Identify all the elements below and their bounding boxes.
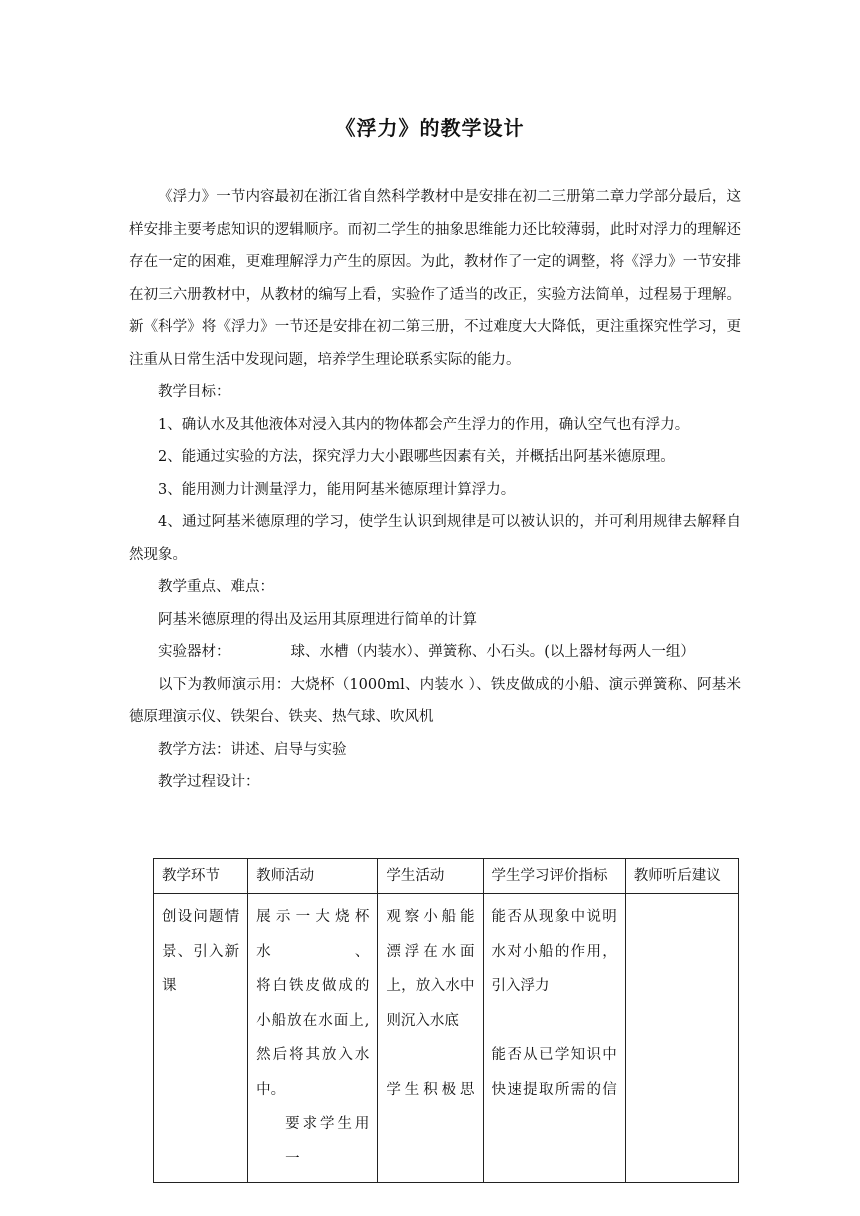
cell-line: 中。 [256, 1081, 286, 1098]
cell-line: 然后将其放入水 [256, 1047, 370, 1063]
document-title: 《浮力》的教学设计 [335, 116, 525, 140]
cell-line: 快速提取所需的信 [491, 1081, 617, 1098]
goal-item: 2、能通过实验的方法，探究浮力大小跟哪些因素有关，并概括出阿基米德原理。 [158, 449, 675, 465]
cell-line: 课 [162, 978, 177, 994]
suggestion-cell [625, 894, 738, 1183]
student-activity-cell [378, 894, 483, 1183]
table-header-cell: 教学环节 [154, 859, 248, 894]
method-line: 教学方法：讲述、启导与实验 [158, 741, 347, 758]
cell-line: 学生积极思 [386, 1081, 475, 1098]
cell-line: 小船放在水面上, [256, 1012, 370, 1029]
goal-item: 4、通过阿基米德原理的学习，使学生认识到规律是可以被认识的，并可利用规律去解释自然现象。 [129, 514, 741, 563]
cell-line: 漂浮在水面 [386, 943, 475, 960]
table-row [154, 894, 739, 1183]
goal-item: 1、确认水及其他液体对浸入其内的物体都会产生浮力的作用，确认空气也有浮力。 [158, 416, 690, 433]
cell-line: 展示一大烧杯水、 [256, 909, 370, 960]
cell-line: 能否从现象中说明 [491, 909, 617, 925]
demo-paragraph: 以下为教师演示用：大烧杯（1000ml、内装水 ）、铁皮做成的小船、演示弹簧称、阿基米德原理演示仪、铁架台、铁夹、热气球、吹风机 [129, 676, 741, 725]
equipment-line [129, 636, 741, 669]
intro-paragraph: 《浮力》一节内容最初在浙江省自然科学教材中是安排在初二三册第二章力学部分最后，这样安排主要考虑知识的逻辑顺序。而初二学生的抽象思维能力还比较薄弱，此时对浮力的理解还存在一定的困难，更难理解浮力产生的原因。为此，教材作了一定的调整，将《浮力》一节安排在初三六册教材中，从教材的编写上看，实验作了适当的改正，实验方法简单，过程易于理解。新《科学》将《浮力》一节还是安排在初二第三册，不过难度大大降低，更注重探究性学习，更注重从日常生活中发现问题，培养学生理论联系实际的能力。 [129, 189, 741, 368]
process-heading: 教学过程设计： [158, 774, 260, 790]
cell-line: 引入浮力 [491, 978, 550, 994]
cell-line: 观察小船能 [386, 909, 475, 925]
equipment-label: 实验器材： [158, 644, 231, 660]
cell-line: 上，放入水中 [386, 978, 475, 994]
cell-line: 创设问题情 [162, 909, 240, 925]
goal-item: 3、能用测力计测量浮力，能用阿基米德原理计算浮力。 [158, 481, 516, 498]
key-points-text: 阿基米德原理的得出及运用其原理进行简单的计算 [158, 611, 477, 628]
cell-spacer [492, 1004, 617, 1039]
document-body [129, 181, 741, 799]
table-header-cell: 教师活动 [248, 859, 378, 894]
table-header-row [154, 859, 739, 894]
table-header-cell: 学生学习评价指标 [483, 859, 625, 894]
table-header-cell: 教师听后建议 [625, 859, 738, 894]
lesson-process-table [153, 858, 739, 1183]
goals-heading: 教学目标： [158, 384, 231, 400]
cell-line: 景、引入新 [162, 943, 240, 960]
cell-line: 水对小船的作用， [491, 943, 617, 960]
evaluation-cell [483, 894, 625, 1183]
cell-spacer [386, 1038, 474, 1073]
key-points-heading: 教学重点、难点： [158, 579, 274, 595]
cell-line: 要求学生用一 [285, 1116, 370, 1167]
teacher-activity-cell [248, 894, 378, 1183]
cell-line: 将白铁皮做成的 [256, 978, 370, 994]
cell-line: 能否从已学知识中 [491, 1047, 617, 1063]
table-header-cell: 学生活动 [378, 859, 483, 894]
equipment-text: 球、水槽（内装水）、弹簧称、小石头。(以上器材每两人一组） [290, 644, 695, 660]
stage-cell [154, 894, 248, 1183]
cell-line: 则沉入水底 [386, 1012, 459, 1029]
